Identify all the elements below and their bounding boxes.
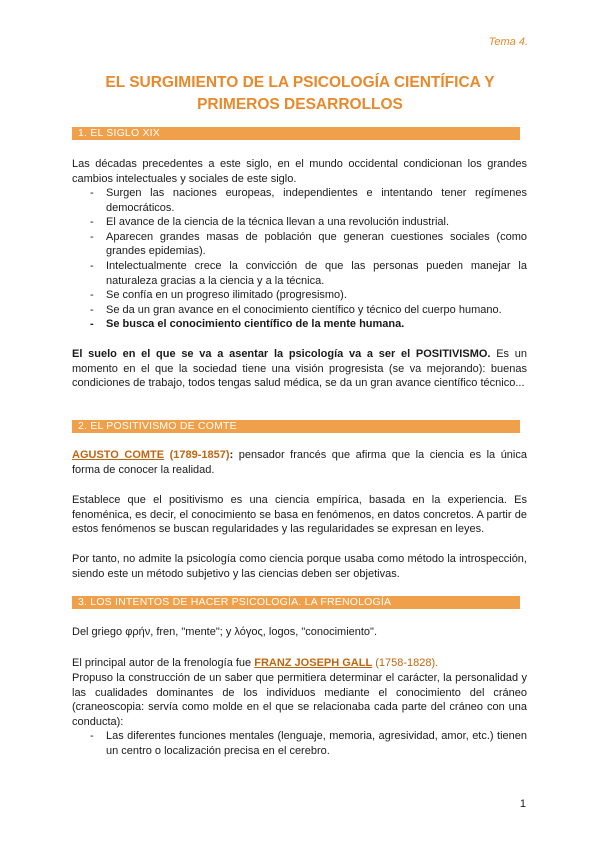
- section1-closing: El suelo en el que se va a asentar la psicología va a ser el POSITIVISMO. Es un momento en el que la sociedad tiene una visión progresista (se va mejorando): buenas condiciones de trabajo, todos tengas salud médica, se da un gran avance científico técnico...: [72, 348, 528, 390]
- section-heading-1: 1. EL SIGLO XIX: [72, 127, 520, 140]
- list-item: - Las diferentes funciones mentales (lenguaje, memoria, agresividad, amor, etc.) tienen un centro o localización precisa en el cerebro.: [90, 730, 527, 757]
- page-number: 1: [519, 798, 526, 810]
- section-heading-3: 3. LOS INTENTOS DE HACER PSICOLOGÍA. LA FRENOLOGÍA: [72, 596, 520, 609]
- list-item: - Surgen las naciones europeas, independientes e intentando tener regímenes democráticos.: [90, 187, 527, 214]
- section-heading-2: 2. EL POSITIVISMO DE COMTE: [72, 420, 520, 433]
- section3-etymology: Del griego φρήν, fren, "mente"; y λόγος, logos, "conocimiento".: [72, 626, 378, 638]
- section3-proposal: Propuso la construcción de un saber que permitiera determinar el carácter, la personalidad y las cualidades dominantes de los individuos mediante el conocimiento del cráneo (craneoscopia: servía como molde en el que se relacionaba cada parte del cráneo con una conducta):: [72, 672, 527, 728]
- section1-bullet-list: [72, 186, 527, 332]
- section1-intro: Las décadas precedentes a este siglo, en el mundo occidental condicionan los grandes cambios intelectuales y sociales de este siglo.: [72, 158, 527, 185]
- list-item: - Se confía en un progreso ilimitado (progresismo).: [90, 289, 347, 302]
- section2-paragraph-1: AGUSTO COMTE (1789-1857): pensador francés que afirma que la ciencia es la única forma de conocer la realidad.: [72, 449, 527, 476]
- title-line-1: EL SURGIMIENTO DE LA PSICOLOGÍA CIENTÍFICA Y: [105, 74, 495, 91]
- title-line-2: PRIMEROS DESARROLLOS: [197, 96, 403, 113]
- header-tag: Tema 4.: [488, 36, 528, 48]
- comte-dates: (1789-1857): [164, 449, 230, 461]
- page-title: [70, 72, 530, 116]
- positivism-statement: El suelo en el que se va a asentar la psicología va a ser el POSITIVISMO.: [72, 348, 491, 360]
- list-item: - Intelectualmente crece la convicción de que las personas pueden manejar la naturaleza gracias a la ciencia y a la técnica.: [90, 259, 527, 287]
- list-item: - Se da un gran avance en el conocimiento científico y técnico del cuerpo humano.: [90, 303, 502, 316]
- list-item: - Se busca el conocimiento científico de la mente humana.: [90, 318, 405, 331]
- list-item: - Aparecen grandes masas de población que generan cuestiones sociales (como grandes epidemias).: [90, 230, 527, 258]
- gall-name-link[interactable]: FRANZ JOSEPH GALL: [254, 657, 373, 669]
- gall-dates: (1758-1828).: [372, 657, 439, 669]
- section3-bullet-list: [72, 729, 527, 758]
- list-item: - El avance de la ciencia de la técnica llevan a una revolución industrial.: [90, 216, 450, 229]
- section2-paragraph-2: Establece que el positivismo es una ciencia empírica, basada en la experiencia. Es fenoménica, es decir, el conocimiento se basa en fenómenos, en datos concretos. A partir de estos fenómenos se buscan regularidades y las regularidades se expresan en leyes.: [72, 494, 527, 536]
- section2-paragraph-3: Por tanto, no admite la psicología como ciencia porque usaba como método la introspección, siendo este un método subjetivo y las ciencias deben ser objetivas.: [72, 553, 527, 580]
- comte-name-link[interactable]: AGUSTO COMTE: [72, 449, 165, 461]
- section3-author: El principal autor de la frenología fue FRANZ JOSEPH GALL (1758-1828).: [72, 657, 439, 669]
